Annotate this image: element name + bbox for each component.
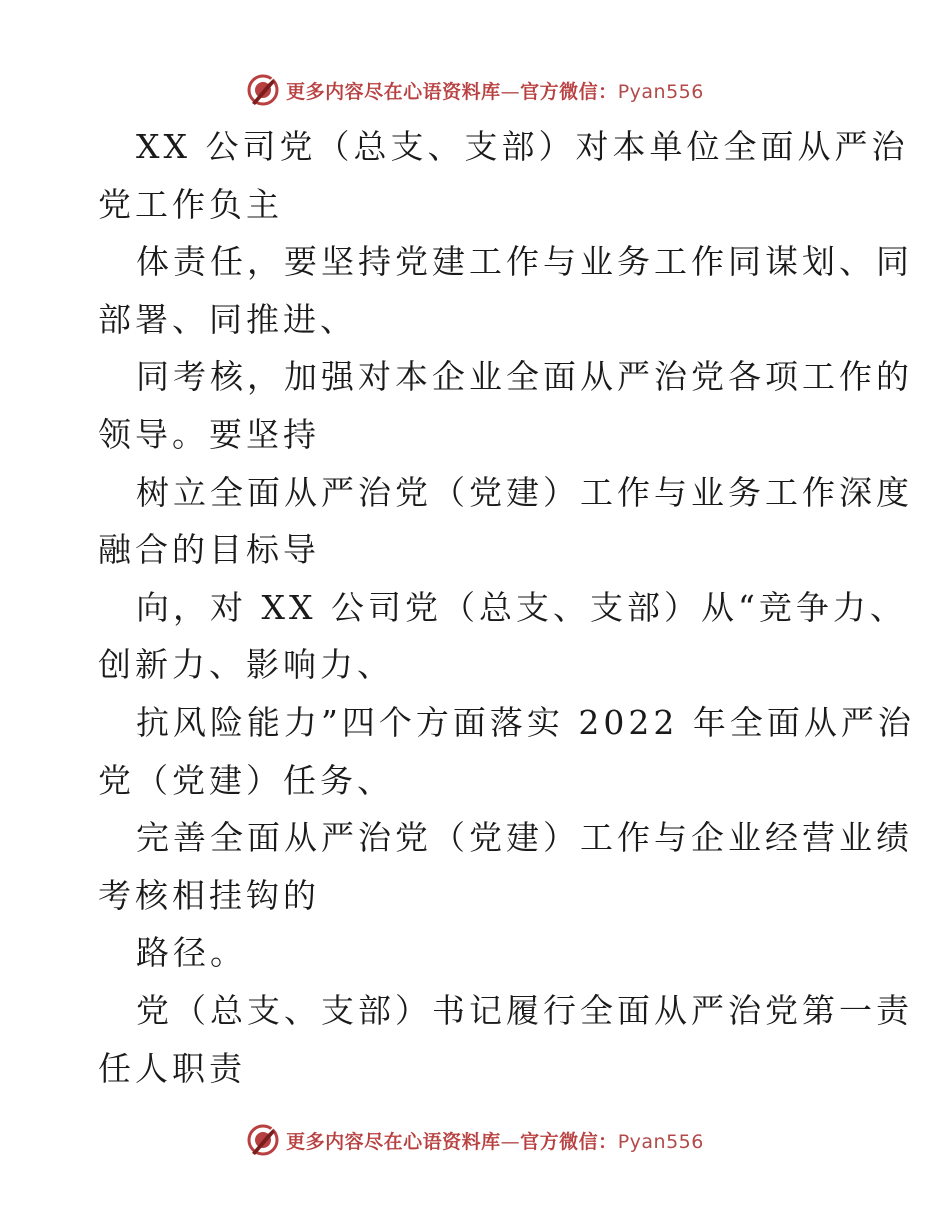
document-body (98, 118, 915, 1097)
body-line: XX 公司党（总支、支部）对本单位全面从严治 (136, 127, 909, 166)
body-line: 同考核，加强对本企业全面从严治党各项工作的 (136, 357, 913, 397)
body-line: 向，对 XX 公司党（总支、支部）从“竞争力、 (136, 587, 907, 627)
body-line: 完善全面从严治党（党建）工作与企业经营业绩 (136, 818, 913, 858)
body-line: 体责任，要坚持党建工作与业务工作同谋划、同 (136, 242, 913, 282)
body-line: 考核相挂钩的 (98, 875, 320, 915)
body-line: 领导。要坚持 (98, 414, 320, 454)
watermark-text: 更多内容尽在心语资料库—官方微信：Pyan556 (286, 80, 704, 103)
body-line: 抗风险能力”四个方面落实 2022 年全面从严治 (136, 702, 915, 742)
body-line: 党工作负主 (98, 184, 283, 224)
body-line: 任人职责 (98, 1048, 246, 1088)
footer-watermark (0, 1120, 950, 1160)
body-line: 创新力、影响力、 (98, 645, 394, 685)
body-line: 树立全面从严治党（党建）工作与业务工作深度 (136, 472, 913, 512)
body-line: 党（党建）任务、 (98, 760, 394, 800)
body-line: 党（总支、支部）书记履行全面从严治党第一责 (136, 990, 913, 1030)
quill-seal-icon (246, 73, 280, 107)
body-line: 部署、同推进、 (98, 299, 357, 339)
body-line: 融合的目标导 (98, 530, 320, 570)
header-watermark (0, 70, 950, 110)
quill-seal-icon (246, 1123, 280, 1157)
watermark-text: 更多内容尽在心语资料库—官方微信：Pyan556 (286, 1130, 704, 1153)
body-line: 路径。 (136, 933, 247, 973)
